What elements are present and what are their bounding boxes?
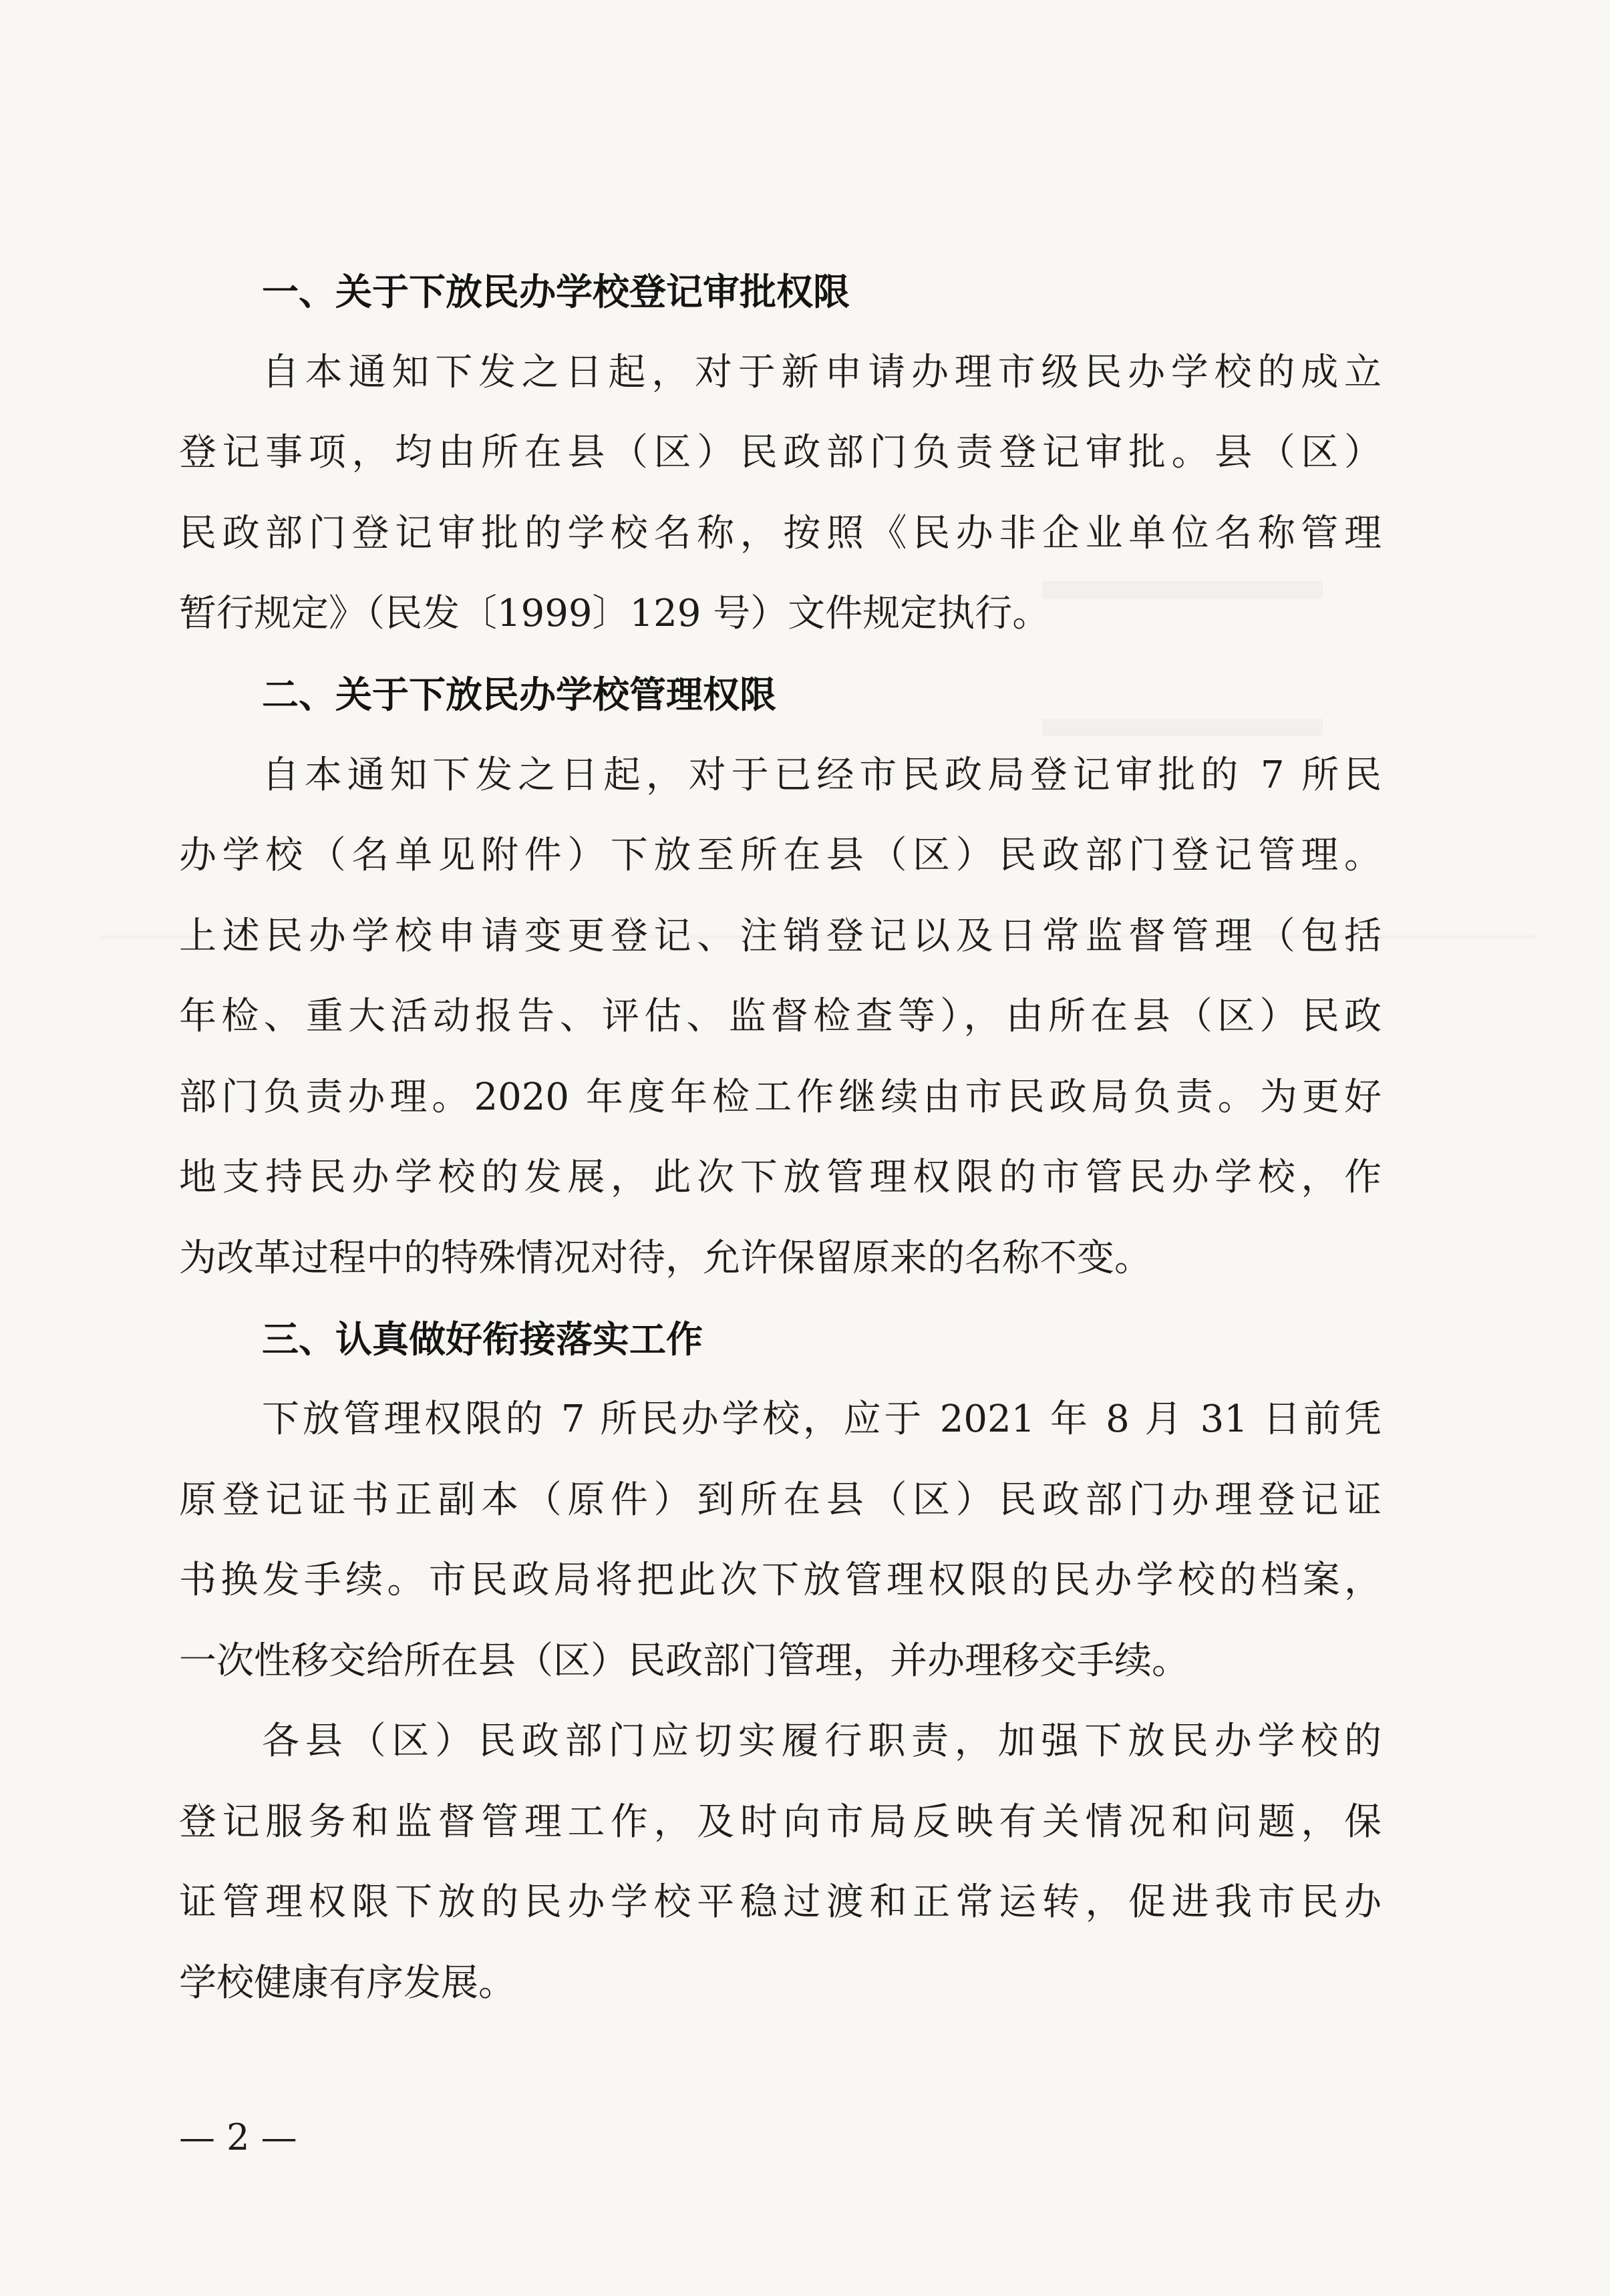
text-line: 为改革过程中的特殊情况对待，允许保留原来的名称不变。 [179,1237,1152,1280]
section-heading: 三、认真做好衔接落实工作 [262,1318,703,1361]
text-line: 部门负责办理。2020 年度年检工作继续由市民政局负责。为更好 [179,1076,1382,1119]
text-line: 原登记证书正副本（原件）到所在县（区）民政部门办理登记证 [179,1478,1382,1522]
text-line: 自本通知下发之日起，对于新申请办理市级民办学校的成立 [262,351,1382,394]
text-line: 书换发手续。市民政局将把此次下放管理权限的民办学校的档案， [179,1559,1382,1602]
text-line: 民政部门登记审批的学校名称，按照《民办非企业单位名称管理 [179,512,1382,555]
section-heading: 二、关于下放民办学校管理权限 [262,673,777,716]
text-line: 上述民办学校申请变更登记、注销登记以及日常监督管理（包括 [179,915,1382,958]
text-line: 年检、重大活动报告、评估、监督检查等），由所在县（区）民政 [179,995,1382,1038]
text-line: 证管理权限下放的民办学校平稳过渡和正常运转，促进我市民办 [179,1880,1382,1924]
text-line: 地支持民办学校的发展，此次下放管理权限的市管民办学校，作 [179,1156,1382,1199]
text-line: 下放管理权限的 7 所民办学校，应于 2021 年 8 月 31 日前凭 [262,1398,1382,1441]
text-line: 办学校（名单见附件）下放至所在县（区）民政部门登记管理。 [179,834,1382,877]
text-line: 各县（区）民政部门应切实履行职责，加强下放民办学校的 [262,1719,1382,1763]
text-line: 登记事项，均由所在县（区）民政部门负责登记审批。县（区） [179,431,1382,474]
page-number: — 2 — [179,2116,297,2158]
text-line: 自本通知下发之日起，对于已经市民政局登记审批的 7 所民 [262,754,1382,797]
section-heading: 一、关于下放民办学校登记审批权限 [262,271,850,313]
text-line: 一次性移交给所在县（区）民政部门管理，并办理移交手续。 [179,1639,1189,1683]
text-line: 登记服务和监督管理工作，及时向市局反映有关情况和问题，保 [179,1800,1382,1844]
text-line: 学校健康有序发展。 [179,1961,516,2005]
text-line: 暂行规定》（民发〔1999〕129 号）文件规定执行。 [179,592,1050,635]
